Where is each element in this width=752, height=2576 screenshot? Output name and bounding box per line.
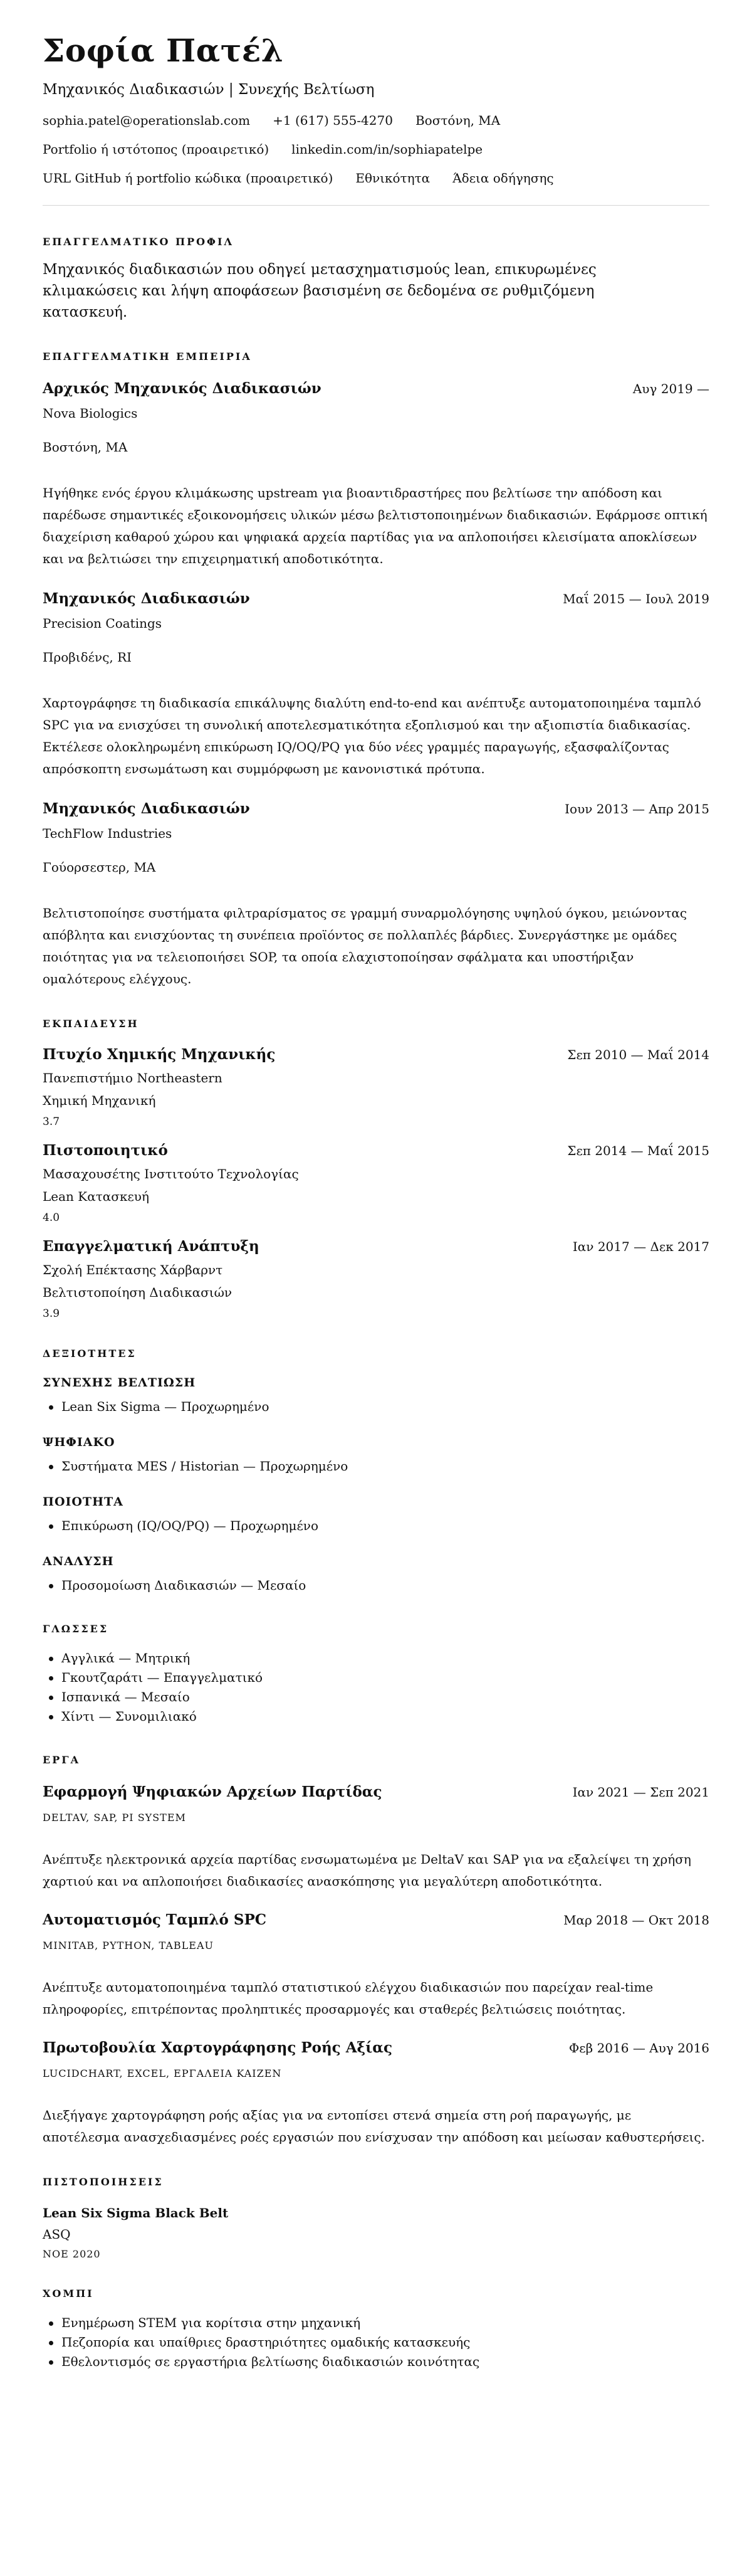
contact-nationality: Εθνικότητα <box>355 170 431 186</box>
certification-issuer: ASQ <box>43 2226 71 2242</box>
certification-name: Lean Six Sigma Black Belt <box>43 2205 229 2220</box>
skill-category: ΨΗΦΙΑΚΟ <box>43 1435 115 1449</box>
experience-role: Αρχικός Μηχανικός Διαδικασιών <box>43 379 321 397</box>
skill-category: ΠΟΙΟΤΗΤΑ <box>43 1494 123 1509</box>
experience-entry <box>43 800 709 990</box>
experience-date: Μαΐ 2015 — Ιουλ 2019 <box>563 591 709 606</box>
experience-role: Μηχανικός Διαδικασιών <box>43 589 250 607</box>
languages-section-title: ΓΛΩΣΣΕΣ <box>43 1622 109 1635</box>
projects-section-title: ΕΡΓΑ <box>43 1753 80 1766</box>
contact-license: Άδεια οδήγησης <box>452 170 554 186</box>
hobby-list <box>43 2313 709 2372</box>
hobby-item: Ενημέρωση STEM για κορίτσια στην μηχανική <box>43 2313 709 2333</box>
project-description: Ανέπτυξε αυτοματοποιημένα ταμπλό στατιστικού ελέγχου διαδικασιών που παρείχαν real-time πληροφορίες, επιτρέποντας προληπτικές προσαρμογές και σταθερές βελτιώσεις ποιότητας. <box>43 1979 654 2017</box>
project-date: Ιαν 2021 — Σεπ 2021 <box>572 1784 709 1800</box>
experience-company: Precision Coatings <box>43 615 162 631</box>
profile-section <box>43 236 709 323</box>
contact-email[interactable]: sophia.patel@operationslab.com <box>43 112 251 128</box>
project-date: Μαρ 2018 — Οκτ 2018 <box>563 1912 709 1928</box>
certifications-section <box>43 2176 709 2260</box>
experience-description: Βελτιστοποίησε συστήματα φιλτραρίσματος σε γραμμή συναρμολόγησης υψηλού όγκου, μειώνοντας απόβλητα και ενισχύοντας τη συνέπεια προϊόντος σε πολλαπλές βάρδιες. Συνεργάστηκε με ομάδες ποιότητας για να τελειοποιήσει SOP, τα οποία ελαχιστοποίησαν σφάλματα και υποστήριξαν ομαλότερους ελέγχους. <box>43 905 687 986</box>
project-name: Πρωτοβουλία Χαρτογράφησης Ροής Αξίας <box>43 2039 392 2056</box>
contact-row-links <box>43 142 709 157</box>
skill-category: ΑΝΑΛΥΣΗ <box>43 1554 114 1568</box>
project-tech: DELTAV, SAP, PI SYSTEM <box>43 1811 186 1824</box>
experience-entry <box>43 590 709 780</box>
project-name: Εφαρμογή Ψηφιακών Αρχείων Παρτίδας <box>43 1783 382 1800</box>
project-tech: MINITAB, PYTHON, TABLEAU <box>43 1939 214 1951</box>
education-school: Σχολή Επέκτασης Χάρβαρντ <box>43 1262 223 1277</box>
skill-item: Επικύρωση (IQ/OQ/PQ) — Προχωρημένο <box>43 1516 709 1536</box>
education-entry <box>43 1142 709 1224</box>
resume-header <box>43 33 709 186</box>
education-date: Σεπ 2014 — Μαΐ 2015 <box>567 1143 709 1158</box>
header-divider <box>43 205 709 206</box>
experience-date: Αυγ 2019 — <box>632 381 709 396</box>
contact-location: Βοστόνη, MA <box>415 112 501 128</box>
experience-description: Ηγήθηκε ενός έργου κλιμάκωσης upstream για βιοαντιδραστήρες που βελτίωσε την απόδοση και παρέδωσε σημαντικές εξοικονομήσεις υλικών μέσω βελτιστοποιημένων διαδικασιών. Εφάρμοσε οπτική διαχείριση καθαρού χώρου και ψηφιακά αρχεία παρτίδας για να απλοποιήσει κλεισίματα αποκλίσεων και να βελτιώσει την επιχειρηματική αποδοτικότητα. <box>43 485 708 566</box>
experience-company: Nova Biologics <box>43 405 138 421</box>
project-entry <box>43 1911 709 2020</box>
experience-description: Χαρτογράφησε τη διαδικασία επικάλυψης διαλύτη end-to-end και ανέπτυξε αυτοματοποιημένα ταμπλό SPC για να ενισχύσει τη συνολική αποτελεσματικότητα εξοπλισμού και την αξιοπιστία διαδικασίας. Εκτέλεσε ολοκληρωμένη επικύρωση IQ/OQ/PQ για δύο νέες γραμμές παραγωγής, εξασφαλίζοντας απρόσκοπτη ενσωμάτωση και συμμόρφωση με κανονιστικά πρότυπα. <box>43 695 701 776</box>
skills-section-title: ΔΕΞΙΟΤΗΤΕΣ <box>43 1347 137 1359</box>
hobby-item: Εθελοντισμός σε εργαστήρια βελτίωσης διαδικασιών κοινότητας <box>43 2352 709 2372</box>
language-item: Γκουτζαράτι — Επαγγελματικό <box>43 1668 709 1687</box>
project-tech: LUCIDCHART, EXCEL, ΕΡΓΑΛΕΙΑ KAIZEN <box>43 2067 282 2079</box>
profile-section-title: ΕΠΑΓΓΕΛΜΑΤΙΚΟ ΠΡΟΦΙΛ <box>43 235 234 248</box>
candidate-headline: Μηχανικός Διαδικασιών | Συνεχής Βελτίωση <box>43 81 375 98</box>
project-description: Ανέπτυξε ηλεκτρονικά αρχεία παρτίδας ενσωματωμένα με DeltaV και SAP για να εξαλείψει τη χρήση χαρτιού και να απλοποιήσει διαδικασίες ανασκόπησης για μεγαλύτερη αποδοτικότητα. <box>43 1851 691 1889</box>
education-gpa: 4.0 <box>43 1211 60 1224</box>
contact-portfolio[interactable]: Portfolio ή ιστότοπος (προαιρετικό) <box>43 141 269 157</box>
project-entry <box>43 1783 709 1892</box>
project-name: Αυτοματισμός Ταμπλό SPC <box>43 1911 267 1928</box>
skill-item: Lean Six Sigma — Προχωρημένο <box>43 1397 709 1417</box>
skill-list <box>43 1397 709 1417</box>
skill-item: Προσομοίωση Διαδικασιών — Μεσαίο <box>43 1576 709 1595</box>
language-item: Ισπανικά — Μεσαίο <box>43 1687 709 1707</box>
certification-date: ΝΟΕ 2020 <box>43 2247 101 2260</box>
hobby-item: Πεζοπορία και υπαίθριες δραστηριότητες ομαδικής κατασκευής <box>43 2333 709 2352</box>
experience-role: Μηχανικός Διαδικασιών <box>43 800 250 817</box>
education-school: Μασαχουσέτης Ινστιτούτο Τεχνολογίας <box>43 1166 299 1181</box>
experience-section-title: ΕΠΑΓΓΕΛΜΑΤΙΚΗ ΕΜΠΕΙΡΙΑ <box>43 350 252 362</box>
languages-section <box>43 1623 709 1726</box>
education-field: Βελτιστοποίηση Διαδικασιών <box>43 1284 232 1300</box>
experience-location: Προβιδένς, RI <box>43 649 132 665</box>
language-item: Χίντι — Συνομιλιακό <box>43 1707 709 1726</box>
skills-section <box>43 1348 709 1595</box>
experience-entry <box>43 380 709 570</box>
education-degree: Πιστοποιητικό <box>43 1141 168 1159</box>
contact-row-primary <box>43 113 709 128</box>
profile-summary: Μηχανικός διαδικασιών που οδηγεί μετασχηματισμούς lean, επικυρωμένες κλιμακώσεις και λήψη αποφάσεων βασισμένη σε δεδομένα σε ρυθμιζόμενη κατασκευή. <box>43 261 597 320</box>
hobbies-section-title: ΧΟΜΠΙ <box>43 2287 94 2299</box>
candidate-name: Σοφία Πατέλ <box>43 32 284 69</box>
certifications-section-title: ΠΙΣΤΟΠΟΙΗΣΕΙΣ <box>43 2175 164 2188</box>
education-field: Χημική Μηχανική <box>43 1092 156 1108</box>
experience-location: Βοστόνη, MA <box>43 439 128 455</box>
project-description: Διεξήγαγε χαρτογράφηση ροής αξίας για να εντοπίσει στενά σημεία στη ροή παραγωγής, με αποτέλεσμα ανασχεδιασμένες ροές εργασιών που ενίσχυσαν την απόδοση και μείωσαν καθυστερήσεις. <box>43 2107 705 2145</box>
project-entry <box>43 2039 709 2148</box>
experience-date: Ιουν 2013 — Απρ 2015 <box>565 801 709 816</box>
education-gpa: 3.7 <box>43 1115 60 1128</box>
education-gpa: 3.9 <box>43 1307 60 1320</box>
skill-list <box>43 1576 709 1595</box>
education-school: Πανεπιστήμιο Northeastern <box>43 1070 222 1085</box>
education-degree: Επαγγελματική Ανάπτυξη <box>43 1237 259 1255</box>
language-list <box>43 1649 709 1726</box>
education-degree: Πτυχίο Χημικής Μηχανικής <box>43 1045 276 1063</box>
skill-list <box>43 1516 709 1536</box>
contact-phone[interactable]: +1 (617) 555-4270 <box>273 112 393 128</box>
hobbies-section <box>43 2288 709 2372</box>
skill-item: Συστήματα MES / Historian — Προχωρημένο <box>43 1457 709 1476</box>
skill-category: ΣΥΝΕΧΗΣ ΒΕΛΤΙΩΣΗ <box>43 1375 196 1390</box>
education-date: Ιαν 2017 — Δεκ 2017 <box>572 1238 709 1254</box>
projects-section <box>43 1754 709 2148</box>
education-entry <box>43 1046 709 1128</box>
contact-linkedin[interactable]: linkedin.com/in/sophiapatelpe <box>291 141 483 157</box>
skill-list <box>43 1457 709 1476</box>
experience-location: Γούορσεστερ, MA <box>43 859 156 875</box>
education-section <box>43 1018 709 1320</box>
experience-company: TechFlow Industries <box>43 825 172 841</box>
contact-github[interactable]: URL GitHub ή portfolio κώδικα (προαιρετικό) <box>43 170 333 186</box>
education-entry <box>43 1238 709 1320</box>
education-section-title: ΕΚΠΑΙΔΕΥΣΗ <box>43 1017 139 1030</box>
experience-section <box>43 351 709 990</box>
contact-row-extra <box>43 171 709 186</box>
education-date: Σεπ 2010 — Μαΐ 2014 <box>567 1047 709 1062</box>
language-item: Αγγλικά — Μητρική <box>43 1649 709 1668</box>
project-date: Φεβ 2016 — Αυγ 2016 <box>568 2040 709 2056</box>
education-field: Lean Κατασκευή <box>43 1188 149 1204</box>
